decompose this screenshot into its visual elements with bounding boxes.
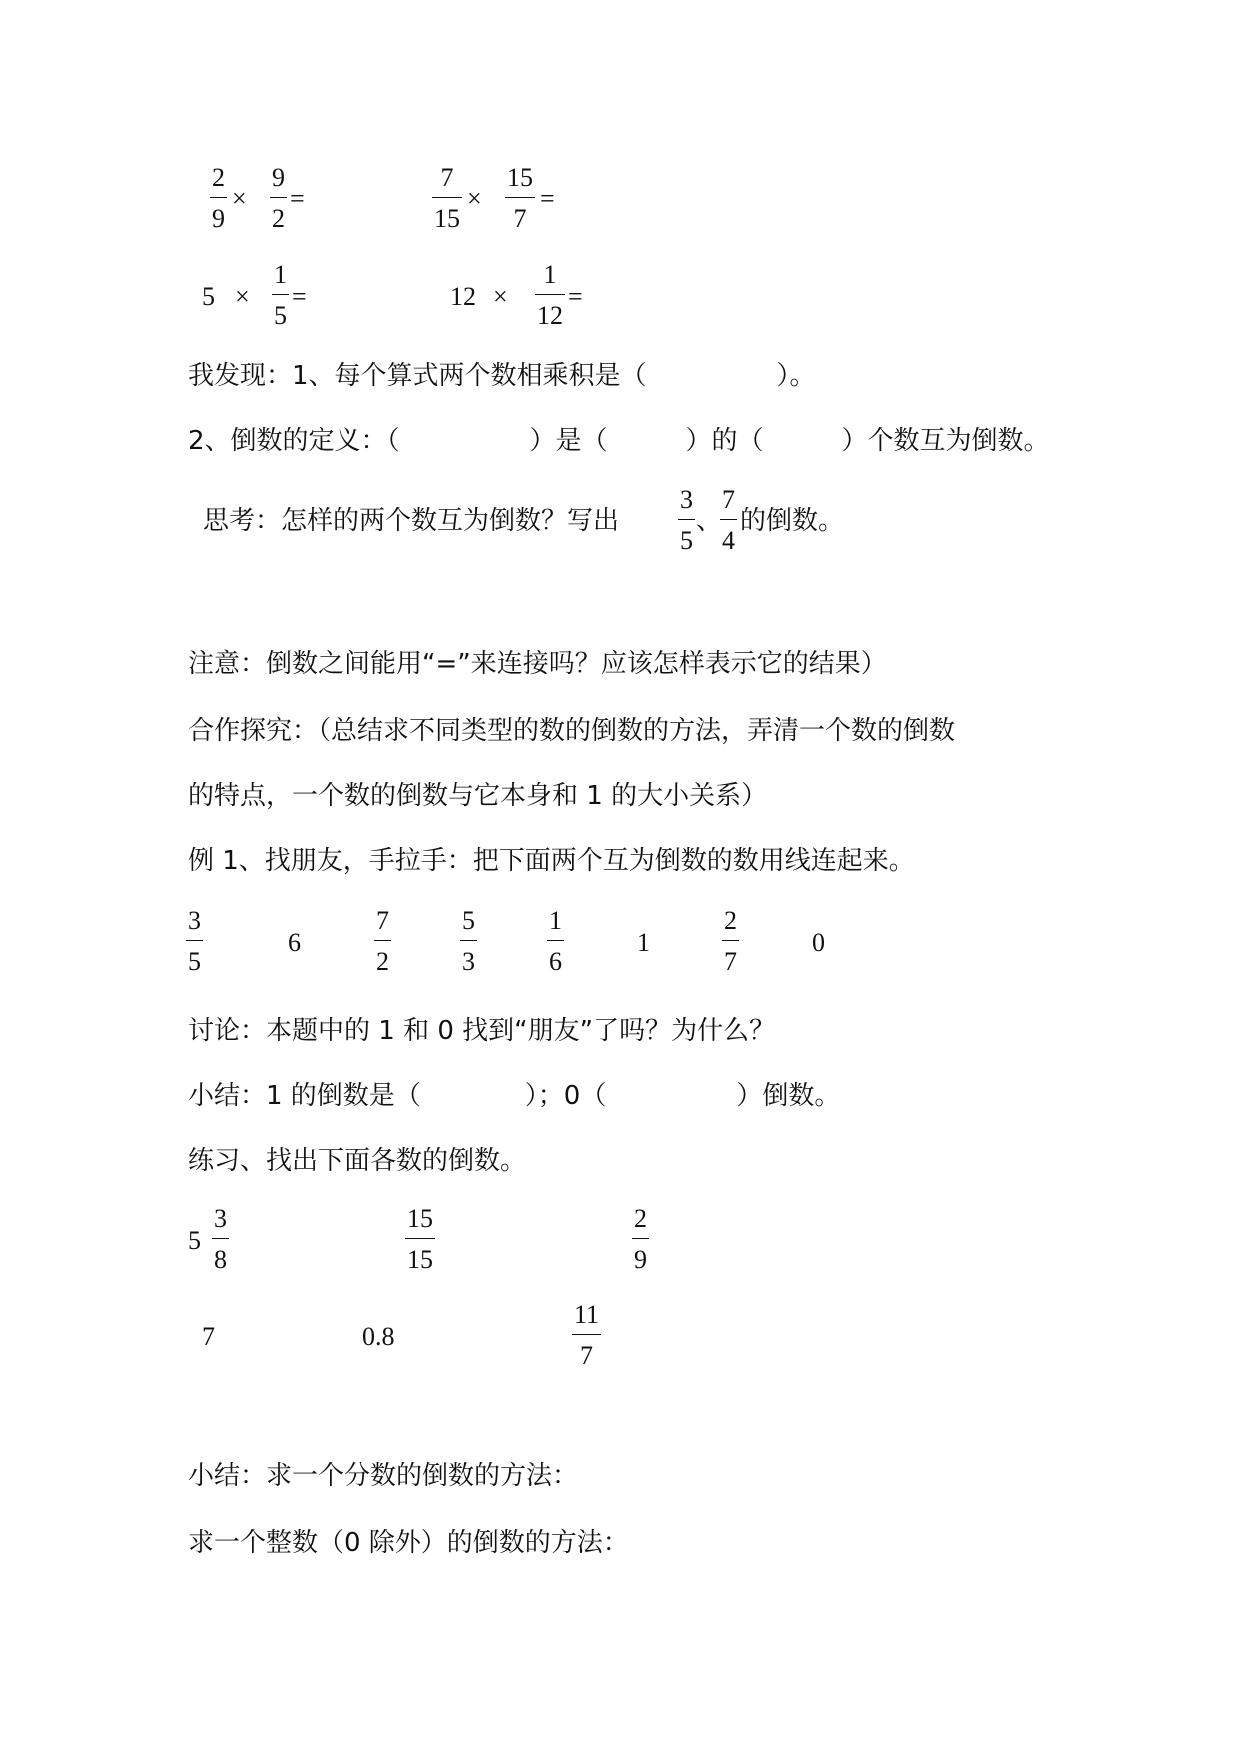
denominator: 7 <box>724 947 737 976</box>
example-1-line: 例 1、找朋友，手拉手：把下面两个互为倒数的数用线连起来。 <box>188 846 915 876</box>
numerator: 3 <box>214 1204 227 1233</box>
numerator: 7 <box>376 906 389 935</box>
fraction <box>405 1204 435 1275</box>
fraction-bar <box>547 940 564 941</box>
summary-1-line: 小结：1 的倒数是（ ）；0（ ）倒数。 <box>188 1081 841 1111</box>
think-prefix: 思考：怎样的两个数互为倒数？写出 <box>203 506 620 536</box>
fraction <box>678 485 695 556</box>
fraction <box>210 163 227 234</box>
fraction-bar <box>572 1334 601 1335</box>
times-sign: × <box>235 282 250 311</box>
denominator: 3 <box>462 947 475 976</box>
times-sign: × <box>493 282 508 311</box>
fraction-bar <box>212 1238 229 1239</box>
fraction-bar <box>722 940 739 941</box>
fraction <box>212 1204 229 1275</box>
fraction-bar <box>405 1238 435 1239</box>
numerator: 1 <box>274 260 287 289</box>
numerator: 1 <box>543 260 557 289</box>
fraction-bar <box>678 519 695 520</box>
fraction-bar <box>432 197 462 198</box>
discover-line: 我发现：1、每个算式两个数相乘积是（ ）。 <box>188 361 816 391</box>
fraction <box>632 1204 649 1275</box>
fraction <box>432 163 462 234</box>
fraction <box>535 260 565 331</box>
times-sign: × <box>467 184 482 213</box>
numerator: 2 <box>212 163 225 192</box>
fraction-bar <box>374 940 391 941</box>
note-line: 注意：倒数之间能用“=”来连接吗？应该怎样表示它的结果） <box>188 649 887 679</box>
fraction <box>722 906 739 977</box>
definition-line: 2、倒数的定义：（ ）是（ ）的（ ）个数互为倒数。 <box>188 426 1050 456</box>
times-sign: × <box>232 184 247 213</box>
denominator: 4 <box>722 526 735 555</box>
numerator: 3 <box>680 485 693 514</box>
whole-number: 7 <box>202 1322 215 1351</box>
denominator: 2 <box>376 947 389 976</box>
denominator: 7 <box>513 204 527 233</box>
whole-number: 12 <box>450 282 476 311</box>
separator: 、 <box>696 506 723 536</box>
fraction-bar <box>460 940 477 941</box>
numerator: 15 <box>507 163 533 192</box>
fraction-bar <box>632 1238 649 1239</box>
numerator: 9 <box>272 163 285 192</box>
numerator: 15 <box>407 1204 433 1233</box>
fraction <box>374 906 391 977</box>
denominator: 12 <box>537 301 563 330</box>
fraction-bar <box>505 197 535 198</box>
summary-3-line: 求一个整数（0 除外）的倒数的方法： <box>188 1528 629 1558</box>
denominator: 7 <box>580 1341 594 1370</box>
whole-number: 0 <box>812 928 825 957</box>
think-suffix: 的倒数。 <box>740 506 845 536</box>
denominator: 5 <box>274 301 287 330</box>
fraction <box>547 906 564 977</box>
explore-line-1: 合作探究：（总结求不同类型的数的倒数的方法，弄清一个数的倒数 <box>188 716 956 746</box>
fraction <box>270 163 287 234</box>
fraction <box>272 260 289 331</box>
fraction-bar <box>186 940 203 941</box>
numerator: 7 <box>722 485 735 514</box>
whole-number: 1 <box>637 928 650 957</box>
equals-sign: = <box>292 282 307 311</box>
whole-number: 5 <box>202 282 215 311</box>
denominator: 2 <box>272 204 285 233</box>
decimal-number: 0.8 <box>362 1322 395 1351</box>
numerator: 3 <box>188 906 201 935</box>
fraction <box>572 1300 601 1371</box>
equals-sign: = <box>290 184 305 213</box>
denominator: 6 <box>549 947 562 976</box>
equals-sign: = <box>540 184 555 213</box>
numerator: 11 <box>574 1300 600 1329</box>
denominator: 8 <box>214 1245 227 1274</box>
fraction-bar <box>720 519 737 520</box>
mixed-whole: 5 <box>188 1226 201 1255</box>
summary-2-line: 小结：求一个分数的倒数的方法： <box>188 1461 579 1491</box>
fraction-bar <box>272 294 289 295</box>
numerator: 2 <box>634 1204 647 1233</box>
denominator: 15 <box>434 204 460 233</box>
denominator: 5 <box>188 947 201 976</box>
denominator: 15 <box>407 1245 433 1274</box>
explore-line-2: 的特点，一个数的倒数与它本身和 1 的大小关系） <box>188 781 768 811</box>
denominator: 9 <box>634 1245 647 1274</box>
fraction <box>720 485 737 556</box>
fraction-bar <box>535 294 565 295</box>
fraction <box>460 906 477 977</box>
numerator: 1 <box>549 906 562 935</box>
denominator: 5 <box>680 526 693 555</box>
fraction-bar <box>210 197 227 198</box>
numerator: 7 <box>440 163 454 192</box>
discuss-line: 讨论：本题中的 1 和 0 找到“朋友”了吗？为什么？ <box>188 1016 776 1046</box>
numerator: 2 <box>724 906 737 935</box>
denominator: 9 <box>212 204 225 233</box>
whole-number: 6 <box>288 928 301 957</box>
fraction-bar <box>270 197 287 198</box>
equals-sign: = <box>568 282 583 311</box>
fraction <box>186 906 203 977</box>
numerator: 5 <box>462 906 475 935</box>
fraction <box>505 163 535 234</box>
practice-line: 练习、找出下面各数的倒数。 <box>188 1146 527 1176</box>
